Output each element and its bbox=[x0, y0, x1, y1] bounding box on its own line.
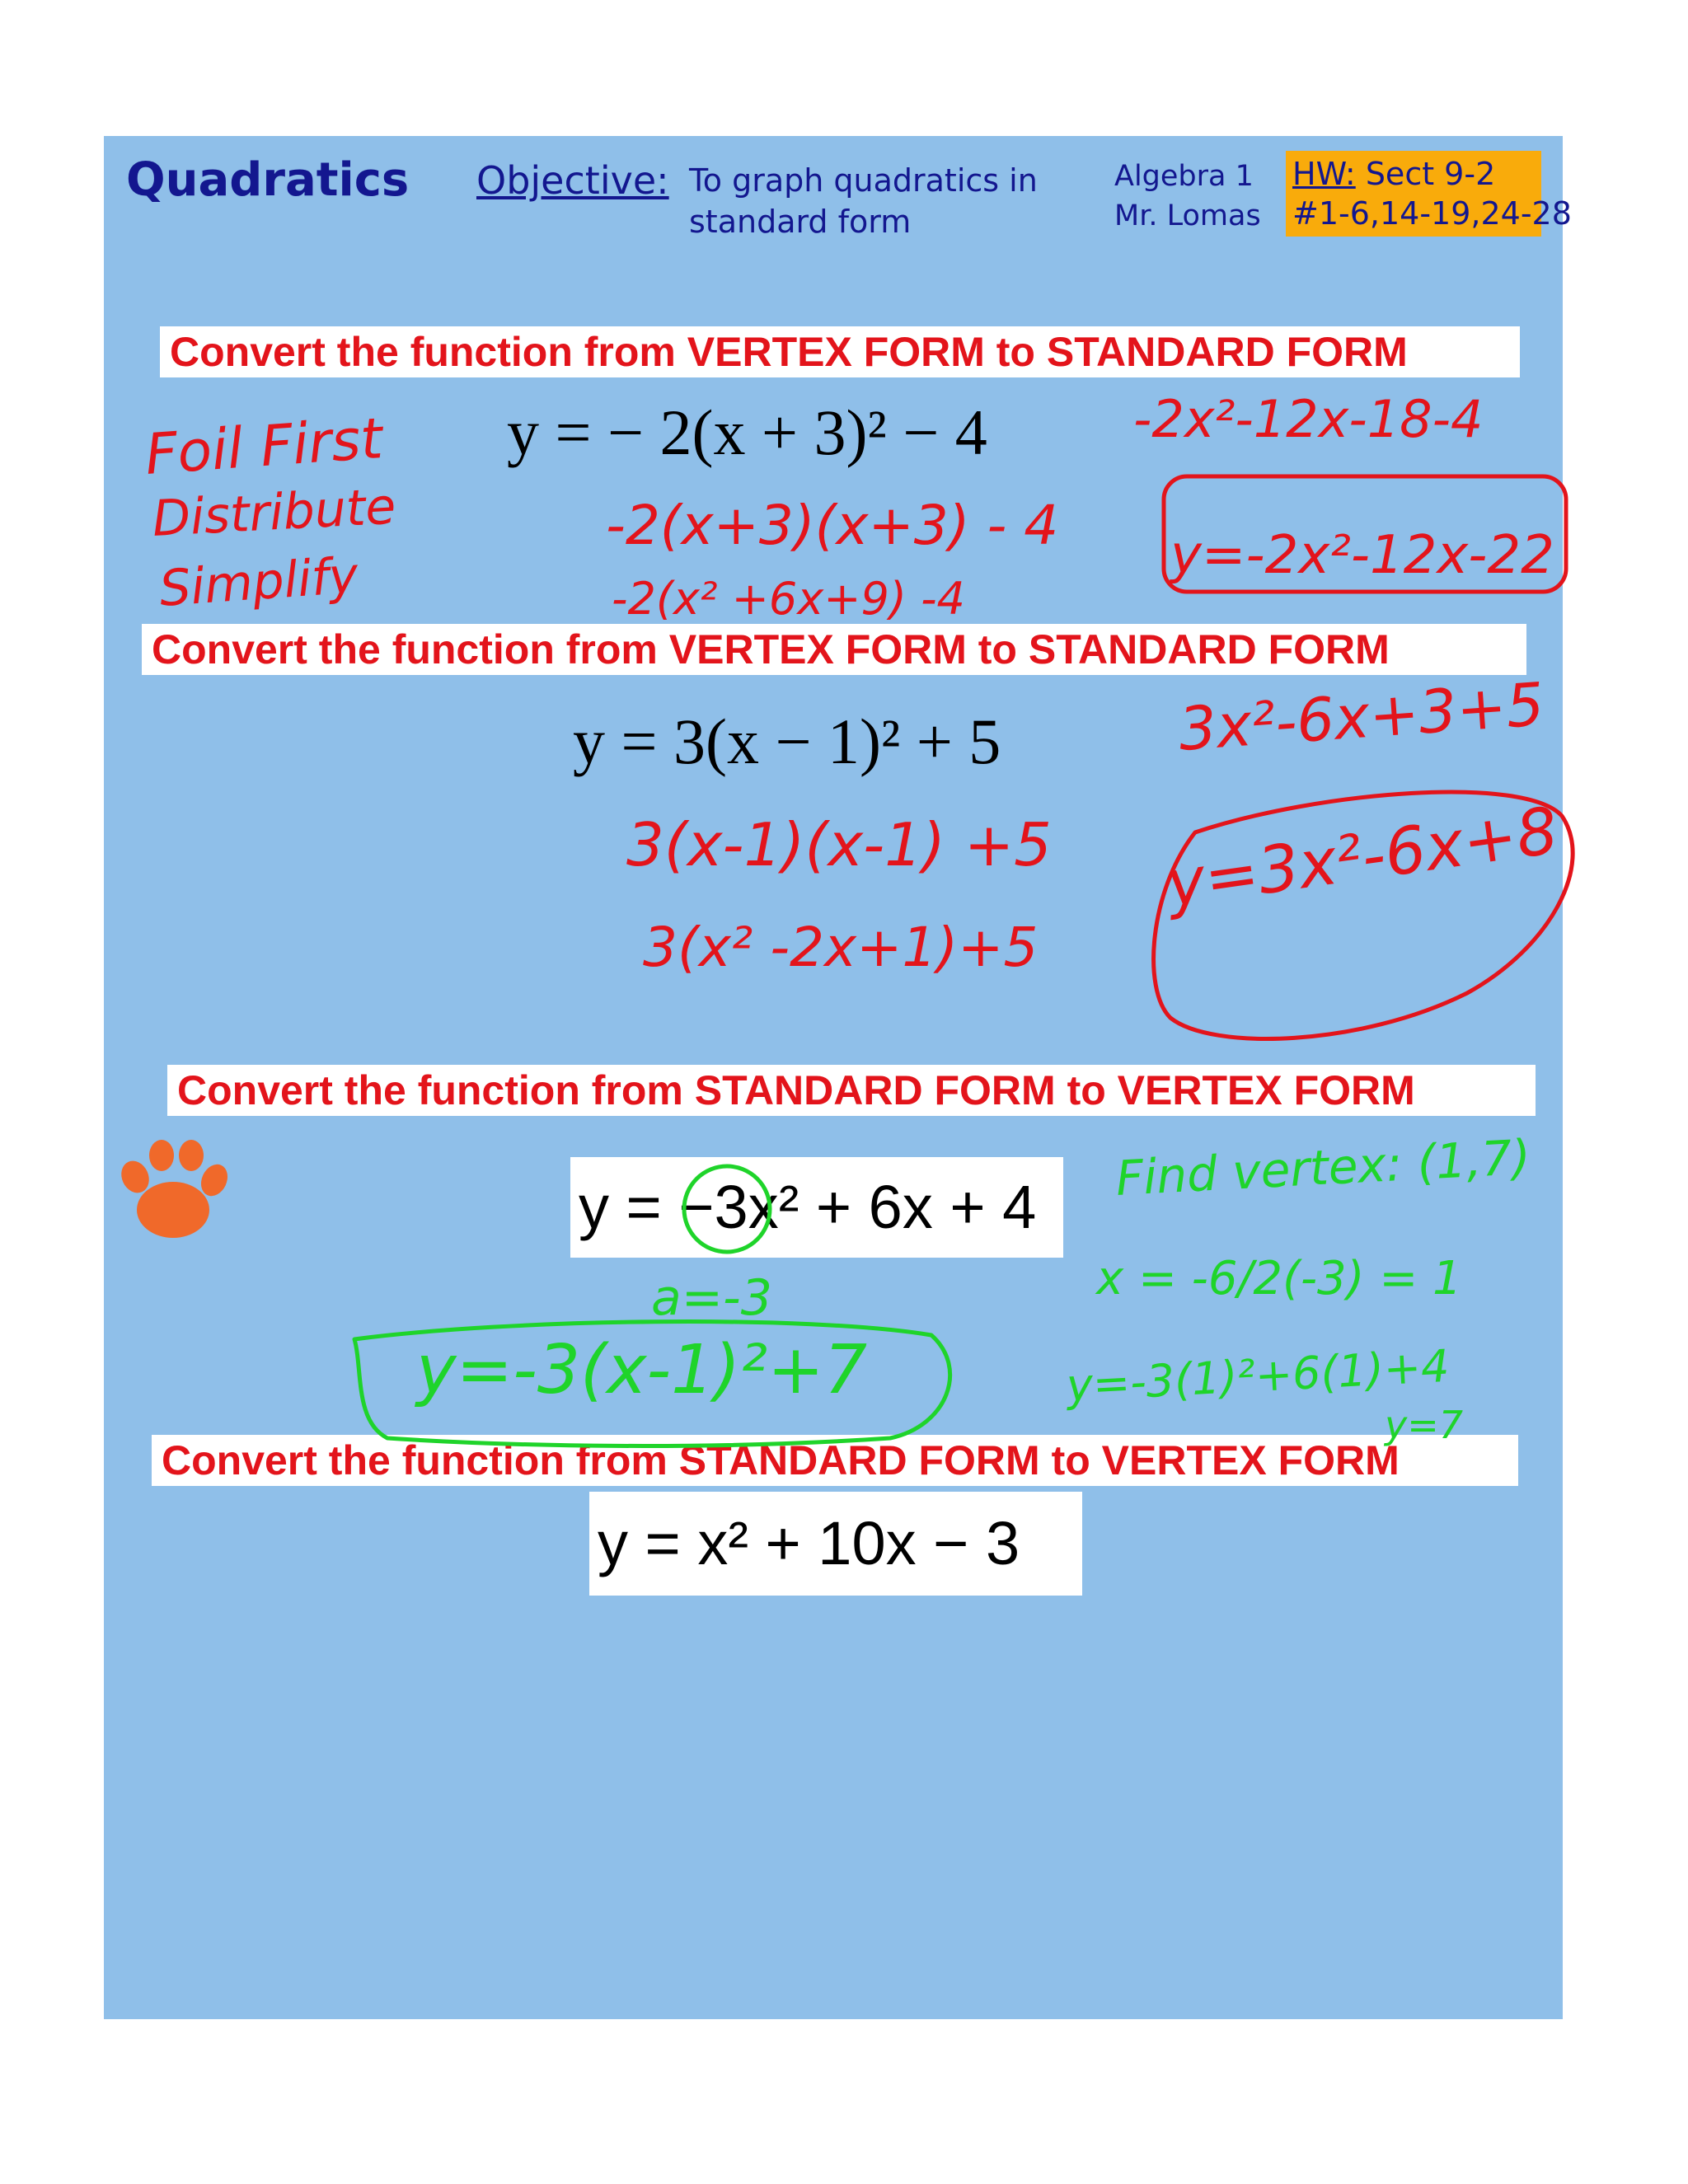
teacher-name: Mr. Lomas bbox=[1114, 199, 1261, 232]
hw1-distribute-step: -2(x² +6x+9) -4 bbox=[612, 573, 965, 625]
problem-1-banner: Convert the function from VERTEX FORM to STANDARD FORM bbox=[160, 326, 1520, 377]
page-title: Quadratics bbox=[126, 153, 410, 207]
hw-section: Sect 9-2 bbox=[1355, 156, 1496, 192]
hw-problems: #1-6,14-19,24-28 bbox=[1292, 195, 1572, 232]
hw3-a-circle bbox=[684, 1166, 770, 1252]
problem-2-banner: Convert the function from VERTEX FORM to STANDARD FORM bbox=[142, 624, 1526, 675]
hw1-simplify: Simplify bbox=[157, 546, 360, 618]
hw3-x-value: x = -6/2(-3) = 1 bbox=[1096, 1252, 1462, 1305]
hw-label: HW: bbox=[1292, 156, 1356, 192]
hw2-foil-step: 3(x-1)(x-1) +5 bbox=[626, 810, 1052, 879]
hw3-a-value: a=-3 bbox=[651, 1269, 772, 1327]
hw3-find-vertex: Find vertex: (1,7) bbox=[1114, 1128, 1532, 1207]
problem-3-banner: Convert the function from STANDARD FORM to VERTEX FORM bbox=[167, 1065, 1536, 1116]
hw2-answer: y=3x²-6x+8 bbox=[1162, 794, 1563, 922]
hw2-distribute-step: 3(x² -2x+1)+5 bbox=[643, 916, 1039, 979]
hw1-expanded: -2x²-12x-18-4 bbox=[1133, 389, 1484, 449]
hw1-foil-step: -2(x+3)(x+3) - 4 bbox=[606, 494, 1059, 557]
problem-4-equation: y = x² + 10x − 3 bbox=[589, 1492, 1082, 1596]
objective-line-2: standard form bbox=[689, 204, 912, 240]
hw1-answer: y=-2x²-12x-22 bbox=[1170, 525, 1554, 586]
objective-line-1: To graph quadratics in bbox=[689, 162, 1038, 199]
hw1-foil-first: Foil First bbox=[143, 406, 385, 488]
hw1-distribute: Distribute bbox=[151, 477, 397, 548]
hw2-expanded: 3x²-6x+3+5 bbox=[1176, 669, 1547, 764]
hw3-y-value: y=7 bbox=[1385, 1403, 1464, 1447]
problem-1-equation: y = − 2(x + 3)² − 4 bbox=[507, 396, 987, 468]
problem-3-equation: y = −3x² + 6x + 4 bbox=[570, 1157, 1063, 1258]
hw3-y-substitution: y=-3(1)²+6(1)+4 bbox=[1065, 1339, 1451, 1412]
course-name: Algebra 1 bbox=[1114, 160, 1254, 193]
objective-label: Objective: bbox=[476, 158, 669, 203]
problem-2-equation: y = 3(x − 1)² + 5 bbox=[573, 705, 1001, 777]
problem-4-banner: Convert the function from STANDARD FORM to VERTEX FORM bbox=[152, 1435, 1518, 1486]
hw3-answer: y=-3(x-1)²+7 bbox=[416, 1331, 868, 1409]
